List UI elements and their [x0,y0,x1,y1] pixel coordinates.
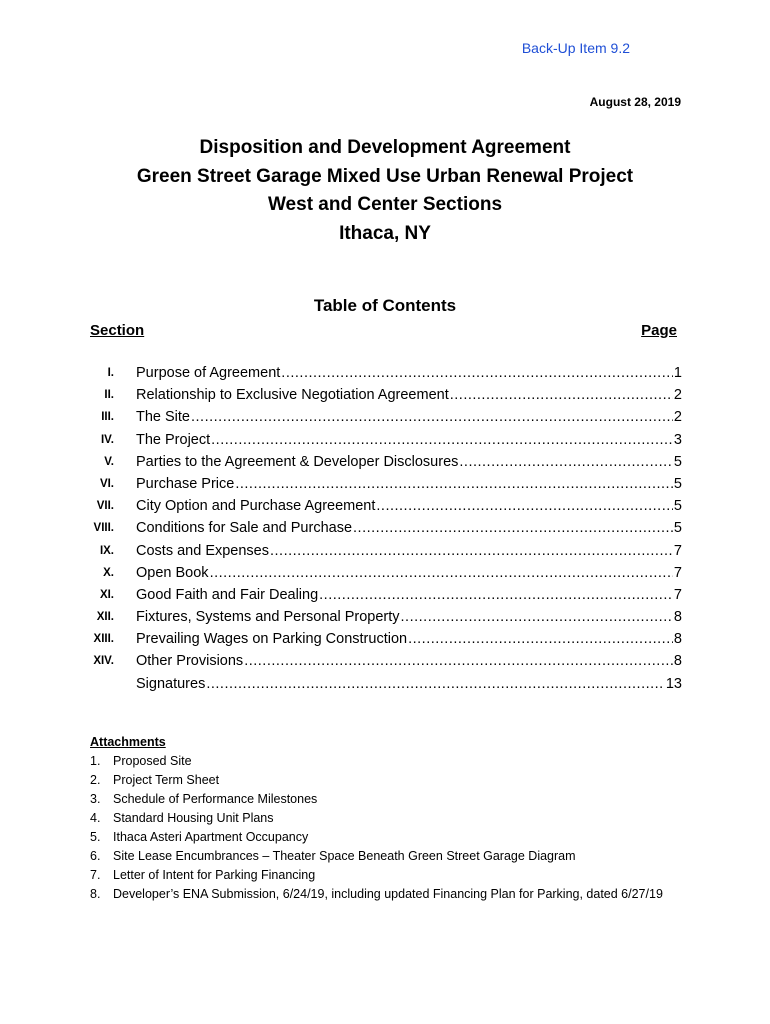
toc-section-title: Purchase Price [136,475,235,492]
toc-section-title: Costs and Expenses [136,542,269,559]
toc-dot-leader [408,628,673,650]
title-line-3: West and Center Sections [267,194,503,215]
toc-section-title: Open Book [136,564,209,581]
toc-entry [136,606,682,628]
toc-row [70,362,682,384]
toc-page-number: 5 [673,453,682,470]
toc-row [70,628,682,650]
toc-heading: Table of Contents [313,296,457,315]
toc-page-number: 7 [673,564,682,581]
attachment-item [90,752,690,771]
toc-section-number: V. [104,455,114,468]
attachment-text: Ithaca Asteri Apartment Occupancy [113,830,309,844]
toc-section-title: Good Faith and Fair Dealing [136,586,319,603]
toc-row [70,606,682,628]
attachment-number: 5. [90,830,101,844]
attachment-number: 7. [90,868,101,882]
toc-section-title: The Site [136,409,190,426]
toc-dot-leader [353,517,673,539]
toc-section-title: Prevailing Wages on Parking Construction [136,631,408,648]
toc-section-title: Signatures [136,675,206,692]
toc-dot-leader [319,584,673,606]
toc-entry [136,517,682,539]
toc-page-number: 8 [673,653,682,670]
toc-entry [136,584,682,606]
attachment-text: Proposed Site [113,754,192,768]
toc-row [70,384,682,406]
attachment-item [90,828,690,847]
toc-section-number: I. [107,367,114,379]
toc-entry [136,628,682,650]
toc-dot-leader [459,451,673,473]
toc-dot-leader [281,362,673,384]
toc-entry [136,429,682,451]
toc-page-number: 7 [673,586,682,603]
attachment-number: 4. [90,811,101,825]
toc-dot-leader [450,384,673,406]
toc-section-title: Parties to the Agreement & Developer Disclosures [136,453,459,470]
attachment-number: 8. [90,887,101,901]
toc-section-number: III. [101,411,114,424]
toc-dot-leader [244,650,673,672]
toc-dot-leader [235,473,673,495]
attachment-number: 6. [90,849,101,863]
toc-page-number: 5 [673,498,682,515]
toc-section-number: II. [104,389,114,402]
toc-row [70,495,682,517]
toc-entry [136,362,682,384]
toc-section-number: XI. [99,588,114,601]
toc-section-title: Relationship to Exclusive Negotiation Agreement [136,387,449,404]
attachment-text: Developer’s ENA Submission, 6/24/19, including updated Financing Plan for Parking, dated 6/27/19 [113,887,663,901]
table-of-contents [70,362,682,695]
toc-entry [136,473,682,495]
toc-entry [136,495,682,517]
toc-row [70,517,682,539]
toc-section-title: City Option and Purchase Agreement [136,498,376,515]
toc-page-number: 7 [673,542,682,559]
toc-entry [136,384,682,406]
toc-section-title: Other Provisions [136,653,244,670]
toc-row [70,562,682,584]
toc-section-title: Fixtures, Systems and Personal Property [136,609,400,626]
toc-section-title: Purpose of Agreement [136,365,281,381]
toc-page-number: 5 [673,475,682,492]
attachment-item [90,847,690,866]
toc-dot-leader [211,429,673,451]
toc-page-number: 1 [673,365,682,381]
toc-page-number: 13 [665,675,682,692]
toc-entry [136,650,682,672]
attachment-item [90,771,690,790]
toc-row [70,540,682,562]
attachment-text: Project Term Sheet [113,773,220,787]
toc-entry [136,562,682,584]
attachment-item [90,866,690,885]
toc-entry [136,406,682,428]
attachment-text: Letter of Intent for Parking Financing [113,868,316,882]
toc-section-number: VI. [99,477,114,490]
toc-dot-leader [191,406,673,428]
toc-dot-leader [206,673,665,695]
attachment-text: Site Lease Encumbrances – Theater Space Beneath Green Street Garage Diagram [113,849,576,863]
toc-section-number: IV. [100,433,114,446]
toc-section-number: VII. [96,500,114,513]
toc-page-number: 2 [673,409,682,426]
toc-entry [136,540,682,562]
toc-page-number: 3 [673,431,682,448]
toc-page-number: 2 [673,387,682,404]
backup-item-label: Back-Up Item 9.2 [521,40,630,56]
toc-section-number: X. [103,566,114,579]
toc-row [70,673,682,695]
toc-page-number: 8 [673,609,682,626]
document-date: August 28, 2019 [589,95,681,109]
attachments-heading: Attachments [90,735,166,749]
toc-entry [136,451,682,473]
toc-dot-leader [376,495,673,517]
attachments-section [90,733,690,904]
toc-row [70,429,682,451]
toc-page-number: 8 [673,631,682,648]
attachment-number: 3. [90,792,101,806]
attachment-number: 1. [90,754,101,768]
toc-dot-leader [210,562,673,584]
attachment-item [90,790,690,809]
title-line-1: Disposition and Development Agreement [199,137,571,158]
toc-page-number: 5 [673,520,682,537]
attachment-number: 2. [90,773,101,787]
toc-section-number: XIV. [93,655,114,668]
toc-dot-leader [270,540,673,562]
toc-section-number: XIII. [93,633,114,646]
toc-section-number: VIII. [93,522,114,535]
attachment-item [90,885,690,904]
title-line-4: Ithaca, NY [339,222,431,244]
toc-row [70,473,682,495]
toc-section-title: Conditions for Sale and Purchase [136,520,353,537]
toc-section-title: The Project [136,431,211,448]
toc-row [70,451,682,473]
toc-section-number: IX. [99,544,114,557]
toc-row [70,584,682,606]
toc-row [70,650,682,672]
toc-dot-leader [401,606,673,628]
title-line-2: Green Street Garage Mixed Use Urban Renewal Project [136,165,634,187]
attachment-text: Schedule of Performance Milestones [113,792,318,806]
toc-entry [136,673,682,695]
toc-row [70,406,682,428]
attachment-text: Standard Housing Unit Plans [113,811,274,825]
document-title [0,134,770,248]
toc-page-column-header: Page [641,322,677,339]
toc-section-column-header: Section [90,322,145,339]
attachment-item [90,809,690,828]
toc-section-number: XII. [96,611,114,624]
